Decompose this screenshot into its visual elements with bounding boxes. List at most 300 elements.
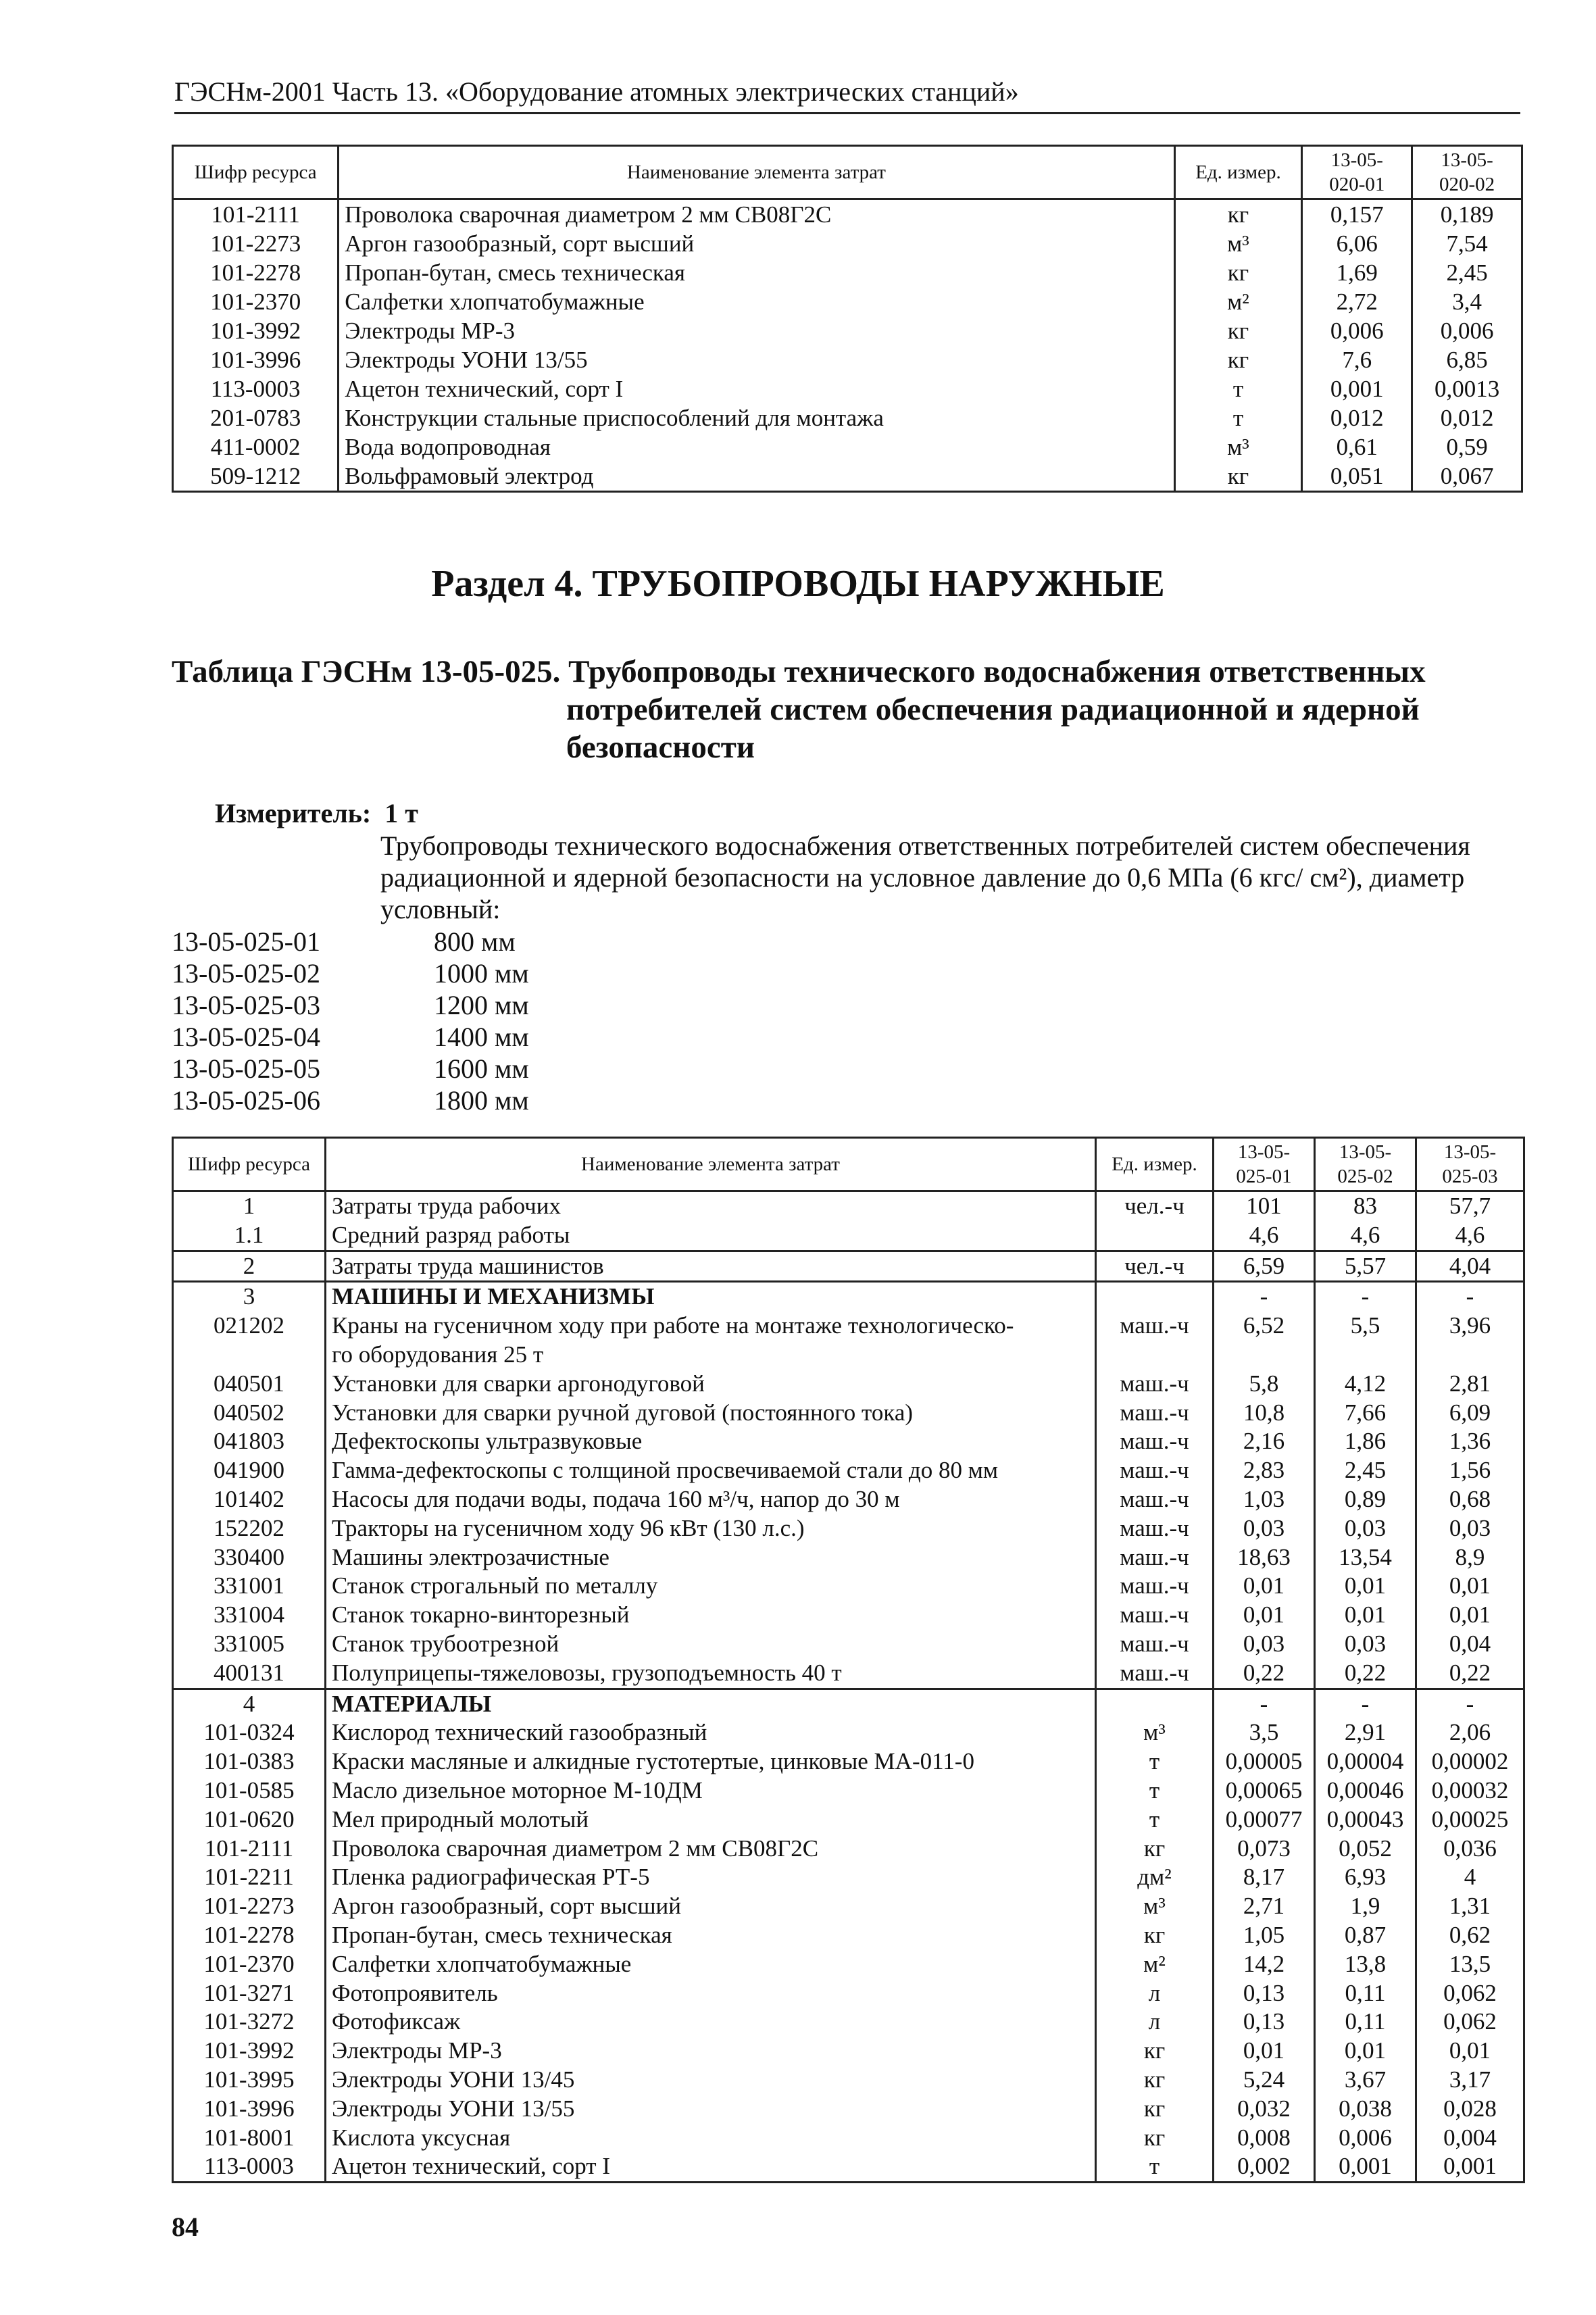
cell-value: 0,11 (1315, 1979, 1416, 2008)
variant-item (172, 1085, 529, 1116)
cell-value: 2,45 (1315, 1456, 1416, 1485)
cell-name: Вода водопроводная (339, 432, 1174, 462)
cell-value: 6,09 (1416, 1399, 1524, 1428)
cell-name: Станок токарно-винторезный (326, 1601, 1096, 1630)
cell-value: 0,00002 (1416, 1747, 1524, 1776)
cell-name: Проволока сварочная диаметром 2 мм СВ08Г2С (339, 199, 1174, 230)
cell-value: 8,9 (1416, 1543, 1524, 1572)
cell-name: Масло дизельное моторное М-10ДМ (326, 1776, 1096, 1806)
cell-unit: маш.-ч (1096, 1514, 1214, 1543)
col-header-name: Наименование элемента затрат (326, 1138, 1096, 1191)
cell-value: 0,008 (1214, 2124, 1315, 2153)
cell-name: го оборудования 25 т (326, 1341, 1096, 1370)
cell-value: 0,032 (1214, 2095, 1315, 2124)
cell-value: - (1416, 1689, 1524, 1718)
cell-name: Затраты труда рабочих (326, 1191, 1096, 1221)
table-row (173, 1979, 1524, 2008)
cell-name: Электроды МР-3 (326, 2037, 1096, 2066)
cell-value: 0,01 (1214, 1601, 1315, 1630)
table-row (173, 1776, 1524, 1806)
cell-value: 4,6 (1214, 1221, 1315, 1251)
cell-name: Дефектоскопы ультразвуковые (326, 1427, 1096, 1456)
table-row (173, 1221, 1524, 1251)
cell-unit: кг (1096, 2037, 1214, 2066)
cell-value: 0,002 (1214, 2152, 1315, 2182)
cell-code: 041803 (173, 1427, 326, 1456)
cell-code: 101-3996 (173, 345, 339, 374)
cell-unit (1096, 1689, 1214, 1718)
cell-value: 1,56 (1416, 1456, 1524, 1485)
cell-value: 0,00004 (1315, 1747, 1416, 1776)
cell-code: 101-2273 (173, 1892, 326, 1921)
measure-label: Измеритель: (215, 798, 372, 828)
col-header-unit: Ед. измер. (1096, 1138, 1214, 1191)
cell-name: Пленка радиографическая РТ-5 (326, 1863, 1096, 1892)
cell-name: Фотофиксаж (326, 2008, 1096, 2037)
cell-value: 0,01 (1214, 1572, 1315, 1601)
cell-unit: маш.-ч (1096, 1543, 1214, 1572)
cell-value: 6,52 (1214, 1312, 1315, 1341)
header-rule (174, 112, 1520, 114)
cell-value: 0,59 (1412, 432, 1522, 462)
cell-code: 1.1 (173, 1221, 326, 1251)
cell-value: 0,062 (1416, 1979, 1524, 2008)
cell-unit: маш.-ч (1096, 1399, 1214, 1428)
table-row (173, 316, 1522, 345)
variant-diameter: 1800 мм (434, 1085, 529, 1116)
section-row (173, 1282, 1524, 1312)
cell-unit: кг (1174, 462, 1302, 492)
cell-value: 3,67 (1315, 2066, 1416, 2095)
cell-value: 0,11 (1315, 2008, 1416, 2037)
cell-unit (1096, 1341, 1214, 1370)
cell-value: 2,45 (1412, 258, 1522, 287)
cell-value: 0,157 (1302, 199, 1412, 230)
cell-name: Установки для сварки ручной дуговой (постоянного тока) (326, 1399, 1096, 1428)
cell-value: 0,001 (1416, 2152, 1524, 2182)
cell-code: 331001 (173, 1572, 326, 1601)
cell-value: 4,12 (1315, 1370, 1416, 1399)
variant-code: 13-05-025-05 (172, 1053, 320, 1084)
cell-unit: м³ (1096, 1718, 1214, 1747)
cell-value: 2,91 (1315, 1718, 1416, 1747)
cell-value: 0,073 (1214, 1835, 1315, 1864)
cell-code: 201-0783 (173, 403, 339, 432)
cell-unit: т (1096, 2152, 1214, 2182)
cell-name: Аргон газообразный, сорт высший (326, 1892, 1096, 1921)
cell-value: 1,31 (1416, 1892, 1524, 1921)
cell-value: 0,012 (1412, 403, 1522, 432)
table-row (173, 1892, 1524, 1921)
variant-diameter: 800 мм (434, 926, 516, 957)
cell-value: 0,00005 (1214, 1747, 1315, 1776)
cell-unit: м³ (1174, 432, 1302, 462)
cell-unit: л (1096, 2008, 1214, 2037)
cell-value: 6,93 (1315, 1863, 1416, 1892)
resources-table-020 (172, 145, 1523, 493)
cell-value: 4,6 (1416, 1221, 1524, 1251)
cell-value: 101 (1214, 1191, 1315, 1221)
table-row (173, 345, 1522, 374)
cell-unit: маш.-ч (1096, 1456, 1214, 1485)
variant-code: 13-05-025-03 (172, 990, 320, 1020)
cell-unit: кг (1174, 258, 1302, 287)
cell-unit: т (1174, 374, 1302, 403)
cell-name: Проволока сварочная диаметром 2 мм СВ08Г2С (326, 1835, 1096, 1864)
cell-name: Установки для сварки аргонодуговой (326, 1370, 1096, 1399)
cell-value: 18,63 (1214, 1543, 1315, 1572)
cell-code: 4 (173, 1689, 326, 1718)
cell-unit: кг (1096, 2124, 1214, 2153)
cell-value: 3,5 (1214, 1718, 1315, 1747)
cell-code: 101-2211 (173, 1863, 326, 1892)
variant-diameter: 1600 мм (434, 1053, 529, 1084)
cell-value: 7,54 (1412, 229, 1522, 258)
cell-name: Гамма-дефектоскопы с толщиной просвечиваемой стали до 80 мм (326, 1456, 1096, 1485)
cell-unit (1096, 1221, 1214, 1251)
col-header-025-02: 13-05- 025-02 (1315, 1138, 1416, 1191)
cell-value: 4 (1416, 1863, 1524, 1892)
cell-value: 0,13 (1214, 1979, 1315, 2008)
cell-code: 041900 (173, 1456, 326, 1485)
cell-code: 101-2111 (173, 199, 339, 230)
col-header-code: Шифр ресурса (173, 1138, 326, 1191)
cell-name: Мел природный молотый (326, 1806, 1096, 1835)
col-header-unit: Ед. измер. (1174, 146, 1302, 199)
cell-code: 040501 (173, 1370, 326, 1399)
measure-value: 1 т (384, 798, 418, 828)
cell-value: - (1315, 1282, 1416, 1312)
cell-name: Затраты труда машинистов (326, 1251, 1096, 1282)
cell-code: 101-3995 (173, 2066, 326, 2095)
cell-code: 331005 (173, 1630, 326, 1659)
cell-value: - (1315, 1689, 1416, 1718)
table-row (173, 1806, 1524, 1835)
cell-code: 113-0003 (173, 2152, 326, 2182)
cell-unit: т (1096, 1747, 1214, 1776)
cell-value: 1,86 (1315, 1427, 1416, 1456)
cell-value: - (1416, 1282, 1524, 1312)
cell-code: 101-2370 (173, 1950, 326, 1979)
cell-value: 5,8 (1214, 1370, 1315, 1399)
cell-unit: маш.-ч (1096, 1370, 1214, 1399)
table-row (173, 1659, 1524, 1689)
cell-unit: дм² (1096, 1863, 1214, 1892)
table-row (173, 403, 1522, 432)
cell-unit: маш.-ч (1096, 1485, 1214, 1514)
col-header-code: Шифр ресурса (173, 146, 339, 199)
cell-value: 0,038 (1315, 2095, 1416, 2124)
cell-value: 0,87 (1315, 1921, 1416, 1950)
table-row (173, 1950, 1524, 1979)
cell-code: 411-0002 (173, 432, 339, 462)
cell-unit: л (1096, 1979, 1214, 2008)
cell-name: Электроды МР-3 (339, 316, 1174, 345)
cell-name: Электроды УОНИ 13/55 (339, 345, 1174, 374)
cell-name: Электроды УОНИ 13/55 (326, 2095, 1096, 2124)
col-header-025-03: 13-05- 025-03 (1416, 1138, 1524, 1191)
cell-value: 1,69 (1302, 258, 1412, 287)
cell-value: 0,00065 (1214, 1776, 1315, 1806)
cell-code: 113-0003 (173, 374, 339, 403)
cell-code: 331004 (173, 1601, 326, 1630)
cell-unit: м² (1096, 1950, 1214, 1979)
cell-unit: маш.-ч (1096, 1427, 1214, 1456)
table-header-row (173, 146, 1522, 199)
cell-name: Кислород технический газообразный (326, 1718, 1096, 1747)
variant-code: 13-05-025-06 (172, 1085, 320, 1116)
cell-code: 152202 (173, 1514, 326, 1543)
cell-value: 0,189 (1412, 199, 1522, 230)
cell-value: 3,96 (1416, 1312, 1524, 1341)
cell-name: Кислота уксусная (326, 2124, 1096, 2153)
cell-value (1315, 1341, 1416, 1370)
cell-value: 1,9 (1315, 1892, 1416, 1921)
cell-value (1214, 1341, 1315, 1370)
table-row (173, 1427, 1524, 1456)
cell-value: 0,01 (1416, 1601, 1524, 1630)
cell-value: 2,71 (1214, 1892, 1315, 1921)
cell-unit: т (1174, 403, 1302, 432)
cell-code: 101-0383 (173, 1747, 326, 1776)
variant-item (172, 1053, 529, 1085)
cell-value: 0,01 (1315, 1601, 1416, 1630)
cell-value: 0,036 (1416, 1835, 1524, 1864)
table-row (173, 432, 1522, 462)
table-row (173, 1251, 1524, 1282)
cell-unit: кг (1096, 2066, 1214, 2095)
table-row (173, 1543, 1524, 1572)
cell-name: Ацетон технический, сорт I (339, 374, 1174, 403)
variants-list (172, 926, 529, 1116)
cell-unit: кг (1174, 316, 1302, 345)
cell-value: 2,83 (1214, 1456, 1315, 1485)
cell-value: 7,66 (1315, 1399, 1416, 1428)
table-row (173, 1456, 1524, 1485)
table-row (173, 1747, 1524, 1776)
cell-value: 5,24 (1214, 2066, 1315, 2095)
cell-value: 0,006 (1412, 316, 1522, 345)
table-row (173, 2095, 1524, 2124)
cell-code: 101-0620 (173, 1806, 326, 1835)
cell-code: 101-0324 (173, 1718, 326, 1747)
table-row (173, 1921, 1524, 1950)
cell-unit: маш.-ч (1096, 1572, 1214, 1601)
cell-code: 101-2370 (173, 287, 339, 316)
cell-value: 13,54 (1315, 1543, 1416, 1572)
cell-value: 0,00046 (1315, 1776, 1416, 1806)
cell-name: Пропан-бутан, смесь техническая (339, 258, 1174, 287)
cell-value: 0,01 (1416, 1572, 1524, 1601)
cell-code: 101-0585 (173, 1776, 326, 1806)
cell-name: Аргон газообразный, сорт высший (339, 229, 1174, 258)
cell-value: 0,01 (1214, 2037, 1315, 2066)
cell-value: 1,03 (1214, 1485, 1315, 1514)
cell-value: - (1214, 1282, 1315, 1312)
cell-value: 0,03 (1214, 1514, 1315, 1543)
cell-value: 8,17 (1214, 1863, 1315, 1892)
cell-value: 5,57 (1315, 1251, 1416, 1282)
cell-value: 0,01 (1416, 2037, 1524, 2066)
cell-value: 0,01 (1315, 2037, 1416, 2066)
cell-code: 021202 (173, 1312, 326, 1341)
cell-code: 101-3992 (173, 316, 339, 345)
cell-value: 0,006 (1315, 2124, 1416, 2153)
cell-name: Станок строгальный по металлу (326, 1572, 1096, 1601)
table-row (173, 2008, 1524, 2037)
table-header-row (173, 1138, 1524, 1191)
cell-value: 0,00077 (1214, 1806, 1315, 1835)
cell-value: 2,81 (1416, 1370, 1524, 1399)
cell-name: Краски масляные и алкидные густотертые, цинковые МА-011-0 (326, 1747, 1096, 1776)
table-row (173, 462, 1522, 492)
table-row (173, 1601, 1524, 1630)
cell-unit: маш.-ч (1096, 1312, 1214, 1341)
table-row (173, 199, 1522, 230)
cell-name: Полуприцепы-тяжеловозы, грузоподъемность 40 т (326, 1659, 1096, 1689)
cell-name: Тракторы на гусеничном ходу 96 кВт (130 л.с.) (326, 1514, 1096, 1543)
cell-value: 13,5 (1416, 1950, 1524, 1979)
variant-item (172, 1021, 529, 1053)
cell-value: 3,4 (1412, 287, 1522, 316)
variant-diameter: 1200 мм (434, 990, 529, 1020)
cell-code: 101-2273 (173, 229, 339, 258)
cell-unit: м² (1174, 287, 1302, 316)
cell-unit: маш.-ч (1096, 1630, 1214, 1659)
cell-code: 101-3271 (173, 1979, 326, 2008)
cell-value: 0,89 (1315, 1485, 1416, 1514)
cell-value: 0,006 (1302, 316, 1412, 345)
table-row (173, 1370, 1524, 1399)
cell-code: 101-2278 (173, 258, 339, 287)
col-header-020-02: 13-05- 020-02 (1412, 146, 1522, 199)
table-title-line2: потребителей систем обеспечения радиационной и ядерной безопасности (566, 692, 1420, 765)
cell-unit (1096, 1282, 1214, 1312)
cell-unit: маш.-ч (1096, 1659, 1214, 1689)
cell-unit: кг (1174, 345, 1302, 374)
cell-value: 2,06 (1416, 1718, 1524, 1747)
cell-unit: чел.-ч (1096, 1191, 1214, 1221)
work-description-text: Трубопроводы технического водоснабжения ответственных потребителей систем обеспечения радиационной и ядерной безопасности на условное давление до 0,6 МПа (6 кгс/ см²), диаметр условный: (380, 830, 1470, 924)
cell-unit: маш.-ч (1096, 1601, 1214, 1630)
table-row (173, 1485, 1524, 1514)
cell-value: 0,001 (1315, 2152, 1416, 2182)
section-title: Раздел 4. ТРУБОПРОВОДЫ НАРУЖНЫЕ (431, 563, 1165, 605)
col-header-025-01: 13-05- 025-01 (1214, 1138, 1315, 1191)
table-row (173, 1341, 1524, 1370)
cell-value: 0,22 (1214, 1659, 1315, 1689)
cell-unit: кг (1096, 2095, 1214, 2124)
cell-value: 0,067 (1412, 462, 1522, 492)
variant-diameter: 1000 мм (434, 958, 529, 989)
cell-value: 0,00025 (1416, 1806, 1524, 1835)
cell-value: 0,03 (1214, 1630, 1315, 1659)
cell-value: 0,028 (1416, 2095, 1524, 2124)
cell-value: 0,00043 (1315, 1806, 1416, 1835)
cell-value: 0,004 (1416, 2124, 1524, 2153)
variant-diameter: 1400 мм (434, 1022, 529, 1052)
variant-item (172, 926, 529, 957)
table-row (173, 1191, 1524, 1221)
cell-value: 0,03 (1315, 1630, 1416, 1659)
cell-name: Конструкции стальные приспособлений для монтажа (339, 403, 1174, 432)
table-row (173, 1514, 1524, 1543)
cell-value: 0,062 (1416, 2008, 1524, 2037)
cell-value: 0,03 (1416, 1514, 1524, 1543)
cell-code: 101-8001 (173, 2124, 326, 2153)
cell-code: 330400 (173, 1543, 326, 1572)
cell-name: МАШИНЫ И МЕХАНИЗМЫ (326, 1282, 1096, 1312)
cell-value: 0,04 (1416, 1630, 1524, 1659)
table-row (173, 2152, 1524, 2182)
cell-value: 0,68 (1416, 1485, 1524, 1514)
resources-table-025 (172, 1137, 1525, 2183)
cell-name: Электроды УОНИ 13/45 (326, 2066, 1096, 2095)
table-row (173, 1718, 1524, 1747)
cell-code: 101-3996 (173, 2095, 326, 2124)
cell-unit: м³ (1096, 1892, 1214, 1921)
section-row (173, 1689, 1524, 1718)
cell-name: МАТЕРИАЛЫ (326, 1689, 1096, 1718)
col-header-020-01: 13-05- 020-01 (1302, 146, 1412, 199)
cell-value: 0,61 (1302, 432, 1412, 462)
running-header: ГЭСНм-2001 Часть 13. «Оборудование атомных электрических станций» (174, 76, 1019, 107)
cell-code: 1 (173, 1191, 326, 1221)
cell-value: 0,0013 (1412, 374, 1522, 403)
table-row (173, 287, 1522, 316)
cell-name: Средний разряд работы (326, 1221, 1096, 1251)
cell-value: 1,05 (1214, 1921, 1315, 1950)
cell-value: 0,012 (1302, 403, 1412, 432)
variant-code: 13-05-025-01 (172, 926, 320, 957)
page-number: 84 (172, 2212, 199, 2242)
cell-name: Фотопроявитель (326, 1979, 1096, 2008)
cell-unit: кг (1096, 1835, 1214, 1864)
cell-name: Машины электрозачистные (326, 1543, 1096, 1572)
cell-value: 0,01 (1315, 1572, 1416, 1601)
cell-name: Вольфрамовый электрод (339, 462, 1174, 492)
table-row (173, 2066, 1524, 2095)
cell-code: 3 (173, 1282, 326, 1312)
cell-value: 10,8 (1214, 1399, 1315, 1428)
cell-name: Салфетки хлопчатобумажные (326, 1950, 1096, 1979)
cell-value: 0,22 (1416, 1659, 1524, 1689)
table-row (173, 258, 1522, 287)
variant-item (172, 957, 529, 989)
cell-name: Краны на гусеничном ходу при работе на монтаже технологическо- (326, 1312, 1096, 1341)
cell-unit: кг (1174, 199, 1302, 230)
table-row (173, 1312, 1524, 1341)
variant-code: 13-05-025-04 (172, 1022, 320, 1052)
table-row (173, 1572, 1524, 1601)
cell-code: 040502 (173, 1399, 326, 1428)
cell-value: 4,6 (1315, 1221, 1416, 1251)
cell-value (1416, 1341, 1524, 1370)
cell-code: 509-1212 (173, 462, 339, 492)
cell-value: 0,051 (1302, 462, 1412, 492)
cell-value: 0,052 (1315, 1835, 1416, 1864)
table-title-line1: Таблица ГЭСНм 13-05-025. Трубопроводы технического водоснабжения ответственных (172, 654, 1426, 689)
cell-code: 101-3992 (173, 2037, 326, 2066)
cell-value: 4,04 (1416, 1251, 1524, 1282)
cell-value: 0,03 (1315, 1514, 1416, 1543)
table-row (173, 229, 1522, 258)
cell-unit: т (1096, 1776, 1214, 1806)
cell-value: 0,22 (1315, 1659, 1416, 1689)
cell-name: Насосы для подачи воды, подача 160 м³/ч, напор до 30 м (326, 1485, 1096, 1514)
table-row (173, 1630, 1524, 1659)
cell-unit: чел.-ч (1096, 1251, 1214, 1282)
